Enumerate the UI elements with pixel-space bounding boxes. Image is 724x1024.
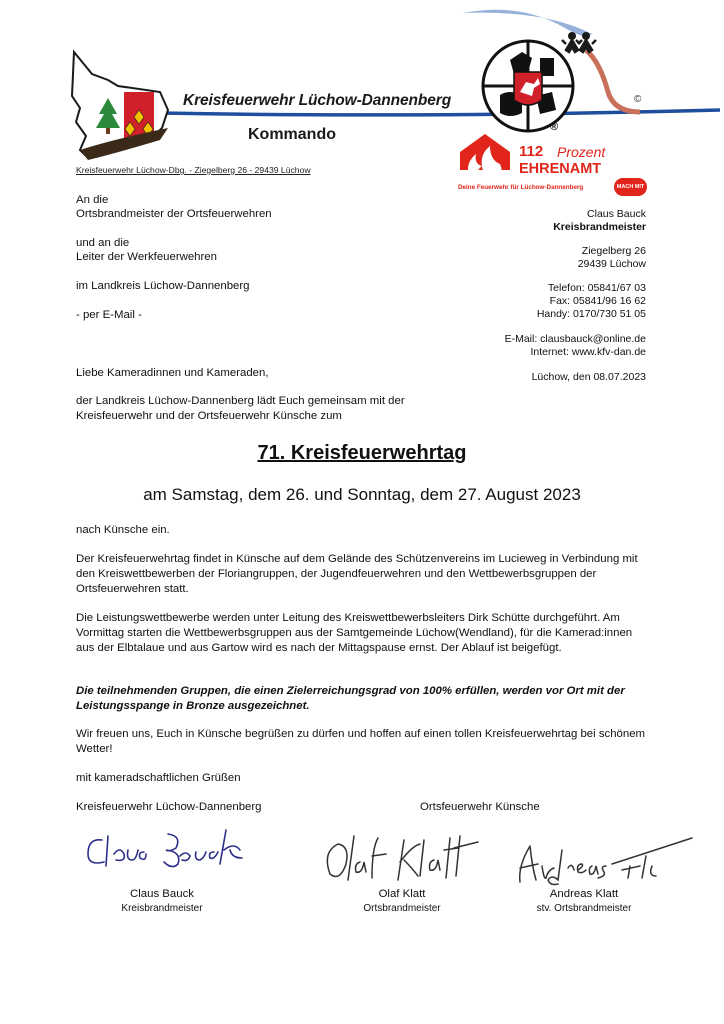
signing-organization-right: Ortsfeuerwehr Künsche xyxy=(420,801,540,813)
letterhead-red-slide xyxy=(586,50,640,112)
signatory-role: Ortsbrandmeister xyxy=(363,903,441,914)
unit-name: Kommando xyxy=(248,126,336,143)
intro-paragraph: der Landkreis Lüchow-Dannenberg lädt Euch gemeinsam mit der Kreisfeuerwehr und der Ortsfeuerwehr Künsche zum xyxy=(76,395,405,422)
letterhead-graphics xyxy=(0,0,724,170)
closing-line: mit kameradschaftlichen Grüßen xyxy=(76,772,241,784)
paragraph-venue: Der Kreisfeuerwehrtag findet in Künsche auf dem Gelände des Schützenvereins im Lucieweg in Verbindung mit den Kreiswettbewerben der Floriangruppen, der Jugendfeuerwehren und den Wettbewerbsgruppen der Ortsfeuerwehren statt. xyxy=(76,553,638,595)
sender-name: Claus Bauck xyxy=(587,208,646,220)
salutation: Liebe Kameradinnen und Kameraden, xyxy=(76,367,269,379)
signatory-name: Andreas Klatt xyxy=(549,888,619,900)
sender-internet: Internet: www.kfv-dan.de xyxy=(530,346,646,358)
campaign-slogan: Deine Feuerwehr für Lüchow-Dannenberg xyxy=(458,184,584,191)
signatory-role: Kreisbrandmeister xyxy=(121,903,203,914)
campaign-percent: Prozent xyxy=(557,144,606,160)
event-date: am Samstag, dem 26. und Sonntag, dem 27. August 2023 xyxy=(143,485,581,504)
campaign-word: EHRENAMT xyxy=(519,161,602,177)
fire-brigade-emblem xyxy=(483,41,573,131)
campaign-number: 112 xyxy=(519,143,544,160)
paragraph-welcome: Wir freuen uns, Euch in Künsche begrüßen zu dürfen und hoffen auf einen tollen Kreisfeuerwehrtag bei schönem Wetter! xyxy=(76,728,646,755)
recipient-line: Leiter der Werkfeuerwehren xyxy=(76,251,217,263)
recipient-line: - per E-Mail - xyxy=(76,309,142,321)
signature-andreas-klatt xyxy=(512,836,696,892)
paragraph-competitions: Die Leistungswettbewerbe werden unter Leitung des Kreiswettbewerbsleiters Dirk Schütte durchgeführt. Am Vormittag starten die Wettbewerbsgruppen aus der Samtgemeinde Lüchow(Wendland), für die Kamerad:innen aus der Elbtalaue und aus Gartow wird es nach der Mittagspause ernst. Der Ablauf ist beigefügt. xyxy=(76,612,633,654)
sender-title: Kreisbrandmeister xyxy=(553,221,646,233)
registered-mark: ® xyxy=(550,121,559,133)
organization-name: Kreisfeuerwehr Lüchow-Dannenberg xyxy=(183,92,452,109)
recipient-line: Ortsbrandmeister der Ortsfeuerwehren xyxy=(76,208,272,220)
signatory-role: stv. Ortsbrandmeister xyxy=(536,903,632,914)
sender-street: Ziegelberg 26 xyxy=(581,245,646,257)
recipient-line: im Landkreis Lüchow-Dannenberg xyxy=(76,280,250,292)
signatory-name: Claus Bauck xyxy=(130,888,194,900)
event-title: 71. Kreisfeuerwehrtag xyxy=(257,442,467,464)
signatory-name: Olaf Klatt xyxy=(378,888,426,900)
two-figures-icon xyxy=(562,32,596,52)
emphasis-paragraph: Die teilnehmenden Gruppen, die einen Zielerreichungsgrad von 100% erfüllen, werden vor Ort mit der Leistungsspange in Bronze ausgezeichnet. xyxy=(76,685,625,712)
signing-organization-left: Kreisfeuerwehr Lüchow-Dannenberg xyxy=(76,801,262,813)
sender-fax: Fax: 05841/96 16 62 xyxy=(549,295,646,307)
sender-mobile: Handy: 0170/730 51 05 xyxy=(536,308,646,320)
signature-claus-bauck xyxy=(80,826,250,876)
sender-city: 29439 Lüchow xyxy=(577,258,646,270)
return-address: Kreisfeuerwehr Lüchow-Dbg. - Ziegelberg 26 - 29439 Lüchow xyxy=(76,165,311,175)
signature-olaf-klatt xyxy=(320,832,490,888)
sender-email: E-Mail: clausbauck@online.de xyxy=(504,333,646,345)
sender-phone: Telefon: 05841/67 03 xyxy=(547,282,646,294)
invite-end: nach Künsche ein. xyxy=(76,524,170,536)
letter-date: Lüchow, den 08.07.2023 xyxy=(531,371,646,383)
copyright-mark: © xyxy=(634,94,642,105)
campaign-badge: MACH MIT xyxy=(614,178,647,196)
ehrenamt-flame-logo xyxy=(460,134,510,170)
recipient-line: An die xyxy=(76,194,109,206)
district-map-logo xyxy=(72,52,168,160)
recipient-line: und an die xyxy=(76,237,130,249)
